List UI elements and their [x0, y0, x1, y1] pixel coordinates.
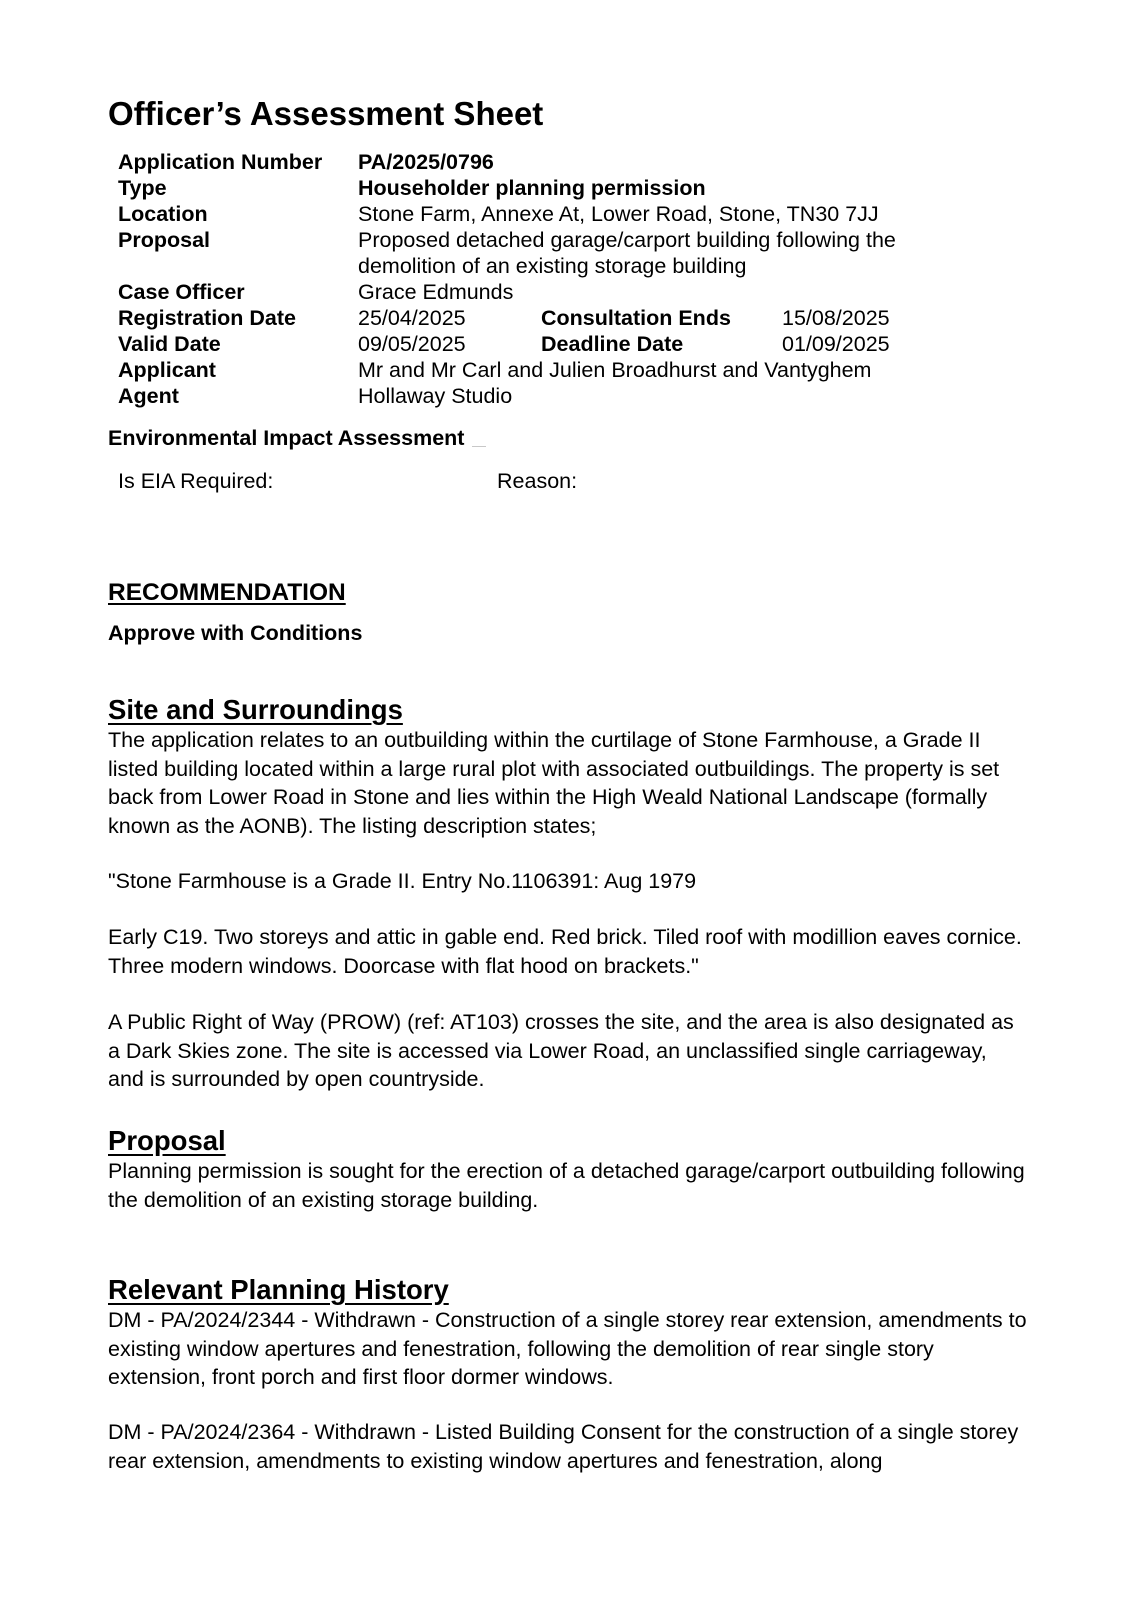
type-label: Type — [118, 176, 167, 200]
agent-label: Agent — [118, 384, 179, 408]
application-number-value: PA/2025/0796 — [358, 150, 494, 174]
recommendation-heading: RECOMMENDATION — [108, 579, 346, 606]
site-paragraph-4: A Public Right of Way (PROW) (ref: AT103) crosses the site, and the area is also designated as a Dark Skies zone. The site is accessed via Lower Road, an unclassified single carriageway, and is surrounded by open countryside. — [108, 1010, 1014, 1091]
registration-date-value: 25/04/2025 — [358, 306, 466, 330]
recommendation-value: Approve with Conditions — [108, 621, 363, 645]
proposal-heading: Proposal — [108, 1125, 226, 1156]
history-item-2: DM - PA/2024/2364 - Withdrawn - Listed Building Consent for the construction of a single storey rear extension, amendments to existing window apertures and fenestration, along — [108, 1420, 1019, 1473]
proposal-value-line2: demolition of an existing storage building — [358, 254, 747, 278]
eia-reason-label: Reason: — [497, 469, 578, 493]
case-officer-label: Case Officer — [118, 280, 245, 304]
history-heading: Relevant Planning History — [108, 1274, 449, 1305]
site-paragraph-2: "Stone Farmhouse is a Grade II. Entry No.1106391: Aug 1979 — [108, 869, 697, 893]
proposal-label: Proposal — [118, 228, 210, 252]
proposal-value-line1: Proposed detached garage/carport building following the — [358, 228, 896, 252]
deadline-date-label: Deadline Date — [541, 332, 684, 356]
registration-date-label: Registration Date — [118, 306, 297, 330]
agent-value: Hollaway Studio — [358, 384, 513, 408]
consultation-ends-value: 15/08/2025 — [782, 306, 890, 330]
decorative-mark — [472, 446, 486, 447]
eia-heading-text: Environmental Impact Assessment — [108, 426, 465, 450]
site-paragraph-3: Early C19. Two storeys and attic in gable end. Red brick. Tiled roof with modillion eaves cornice. Three modern windows. Doorcase with flat hood on brackets." — [108, 925, 1022, 978]
location-value: Stone Farm, Annexe At, Lower Road, Stone, TN30 7JJ — [358, 202, 879, 226]
case-officer-value: Grace Edmunds — [358, 280, 514, 304]
consultation-ends-label: Consultation Ends — [541, 306, 731, 330]
valid-date-value: 09/05/2025 — [358, 332, 466, 356]
eia-heading — [108, 425, 486, 451]
site-paragraph-1: The application relates to an outbuilding within the curtilage of Stone Farmhouse, a Grade II listed building located within a large rural plot with associated outbuildings. The property is set back from Lower Road in Stone and lies within the High Weald National Landscape (formally known as the AONB). The listing description states; — [108, 728, 1000, 838]
history-item-1: DM - PA/2024/2344 - Withdrawn - Construction of a single storey rear extension, amendments to existing window apertures and fenestration, following the demolition of rear single story extension, front porch and first floor dormer windows. — [108, 1308, 1027, 1389]
applicant-value: Mr and Mr Carl and Julien Broadhurst and Vantyghem — [358, 358, 872, 382]
valid-date-label: Valid Date — [118, 332, 221, 356]
application-number-label: Application Number — [118, 150, 323, 174]
type-value: Householder planning permission — [358, 176, 706, 200]
eia-required-label: Is EIA Required: — [118, 469, 274, 493]
proposal-text: Planning permission is sought for the erection of a detached garage/carport outbuilding following the demolition of an existing storage building. — [108, 1159, 1025, 1212]
site-heading: Site and Surroundings — [108, 694, 403, 725]
applicant-label: Applicant — [118, 358, 216, 382]
deadline-date-value: 01/09/2025 — [782, 332, 890, 356]
location-label: Location — [118, 202, 208, 226]
page-title: Officer’s Assessment Sheet — [108, 95, 544, 132]
